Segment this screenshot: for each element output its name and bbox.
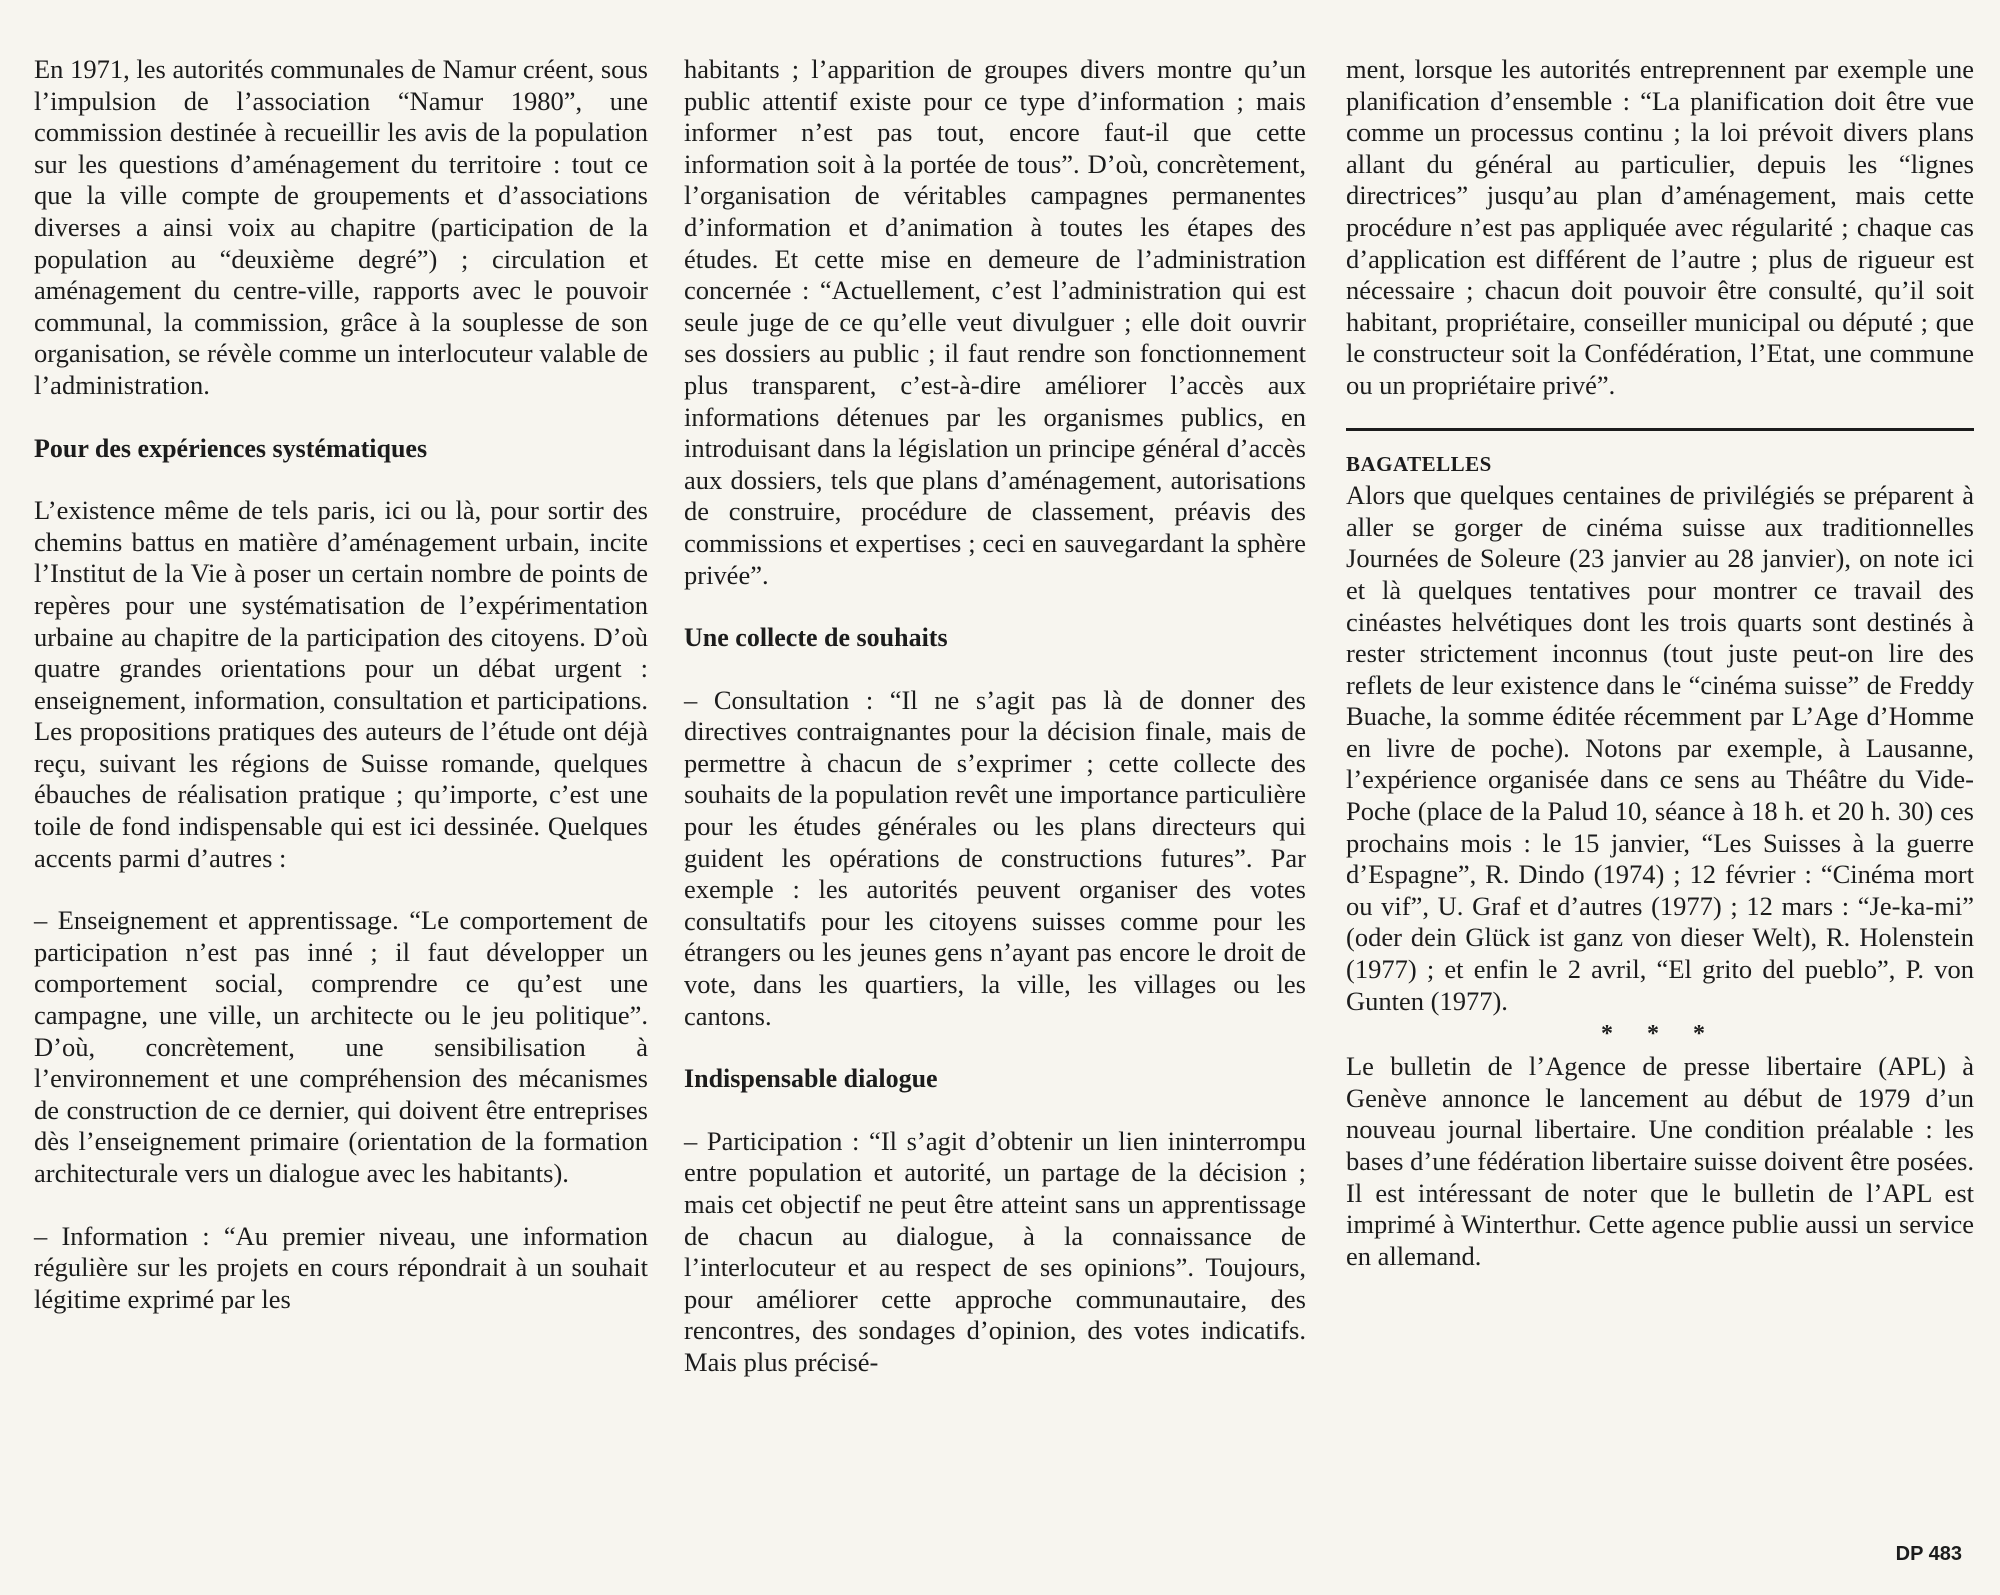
column-2 bbox=[684, 54, 1306, 1379]
heading-dialogue: Indispensable dialogue bbox=[684, 1064, 938, 1094]
column-3 bbox=[1346, 54, 1974, 1272]
paragraph-planification: ment, lorsque les autorités entreprennent par exemple une planification d’ensemble : “La planification doit être vue comme un processus continu ; la loi prévoit divers plans allant du général au particulier, depuis les “lignes directrices” jusqu’au plan d’aménagement, mais cette procédure n’est pas appliquée avec régularité ; chaque cas d’application est différent de l’autre ; plus de rigueur est nécessaire ; chacun doit pouvoir être consulté, qu’il soit habitant, propriétaire, conseiller municipal ou député ; que le constructeur soit la Confédération, l’Etat, une commune ou un propriétaire privé”. bbox=[1346, 54, 1974, 400]
separator-stars: * * * bbox=[1601, 1021, 1719, 1048]
paragraph-habitants: habitants ; l’apparition de groupes divers montre qu’un public attentif existe pour ce type d’information ; mais informer n’est pas tout, encore faut-il que cette information soit à la portée de tous”. D’où, concrètement, l’organisation de véritables campagnes permanentes d’information et d’animation à toutes les étapes des études. Et cette mise en demeure de l’administration concernée : “Actuellement, c’est l’administration qui est seule juge de ce qu’elle veut divulguer ; elle doit ouvrir ses dossiers au public ; il faut rendre son fonctionnement plus transparent, c’est-à-dire améliorer l’accès aux informations détenues par les organismes publics, en introduisant dans la législation un principe général d’accès aux dossiers, tels que plans d’aménagement, autorisations de construire, procédure de classement, préavis des commissions et expertises ; ceci en sauvegardant la sphère privée”. bbox=[684, 54, 1306, 590]
section-label-bagatelles: BAGATELLES bbox=[1346, 451, 1492, 476]
paragraph-enseignement: – Enseignement et apprentissage. “Le comportement de participation n’est pas inné ; il faut développer un comportement social, comprendre ce qu’est une campagne, une ville, un architecte ou le jeu politique”. D’où, concrètement, une sensibilisation à l’environnement et une compréhension des mécanismes de construction de ce dernier, qui doivent être entreprises dès l’enseignement primaire (orientation de la formation architecturale vers un dialogue avec les habitants). bbox=[34, 905, 648, 1188]
heading-collecte: Une collecte de souhaits bbox=[684, 623, 948, 653]
paragraph-namur: En 1971, les autorités communales de Namur créent, sous l’impulsion de l’association “Namur 1980”, une commission destinée à recueillir les avis de la population sur les questions d’aménagement du territoire : tout ce que la ville compte de groupements et d’associations diverses a ainsi voix au chapitre (participation de la population au “deuxième degré”) ; circulation et aménagement du centre-ville, rapports avec le pouvoir communal, la commission, grâce à la souplesse de son organisation, se révèle comme un interlocuteur valable de l’administration. bbox=[34, 54, 648, 400]
paragraph-consultation: – Consultation : “Il ne s’agit pas là de donner des directives contraignantes pour la décision finale, mais de permettre à chacun de s’exprimer ; cette collecte des souhaits de la population revêt une importance particulière pour les études générales ou les plans directeurs qui guident les opérations de constructions futures”. Par exemple : les autorités peuvent organiser des votes consultatifs pour les citoyens suisses comme pour les étrangers ou les jeunes gens n’ayant pas encore le droit de vote, dans les quartiers, la ville, les villages ou les cantons. bbox=[684, 684, 1306, 1031]
column-1 bbox=[34, 54, 648, 1315]
paragraph-participation: – Participation : “Il s’agit d’obtenir un lien ininterrompu entre population et autorité, un partage de la décision ; mais cet objectif ne peut être atteint sans un apprentissage de chacun au dialogue, à la connaissance de l’interlocuteur et au respect de ses opinions”. Toujours, pour améliorer cette approche communautaire, des rencontres, des sondages d’opinion, des votes indicatifs. Mais plus précisé- bbox=[684, 1125, 1306, 1377]
paragraph-apl: Le bulletin de l’Agence de presse libertaire (APL) à Genève annonce le lancement au début de 1979 d’un nouveau journal libertaire. Une condition préalable : les bases d’une fédération libertaire suisse doivent être posées. Il est intéressant de noter que le bulletin de l’APL est imprimé à Winterthur. Cette agence publie aussi un service en allemand. bbox=[1346, 1051, 1974, 1271]
paragraph-existence: L’existence même de tels paris, ici ou là, pour sortir des chemins battus en matière d’aménagement urbain, incite l’Institut de la Vie à poser un certain nombre de points de repères pour une systématisation de l’expérimentation urbaine au chapitre de la participation des citoyens. D’où quatre grandes orientations pour un débat urgent : enseignement, information, consultation et participations. Les propositions pratiques des auteurs de l’étude ont déjà reçu, suivant les régions de Suisse romande, quelques ébauches de réalisation pratique ; qu’importe, c’est une toile de fond indispensable qui est ici dessinée. Quelques accents parmi d’autres : bbox=[34, 495, 648, 873]
paragraph-cinema: Alors que quelques centaines de privilégiés se préparent à aller se gorger de cinéma suisse aux traditionnelles Journées de Soleure (23 janvier au 28 janvier), on note ici et là quelques tentatives pour montrer ce travail des cinéastes helvétiques dont les trois quarts sont destinés à rester strictement inconnus (tout juste peut-on lire des reflets de leur existence dans le “cinéma suisse” de Freddy Buache, la somme éditée récemment par L’Age d’Homme en livre de poche). Notons par exemple, à Lausanne, l’expérience organisée dans ce sens au Théâtre du Vide-Poche (place de la Palud 10, séance à 18 h. et 20 h. 30) ces prochains mois : le 15 janvier, “Les Suisses à la guerre d’Espagne”, R. Dindo (1974) ; 12 février : “Cinéma mort ou vif”, U. Graf et d’autres (1977) ; 12 mars : “Je-ka-mi” (oder dein Glück ist ganz von dieser Welt), R. Holenstein (1977) ; et enfin le 2 avril, “El grito del pueblo”, P. von Gunten (1977). bbox=[1346, 480, 1974, 1016]
section-divider bbox=[1346, 428, 1974, 431]
page-folio: DP 483 bbox=[1895, 1543, 1962, 1565]
heading-experiences: Pour des expériences systématiques bbox=[34, 433, 428, 463]
paragraph-information: – Information : “Au premier niveau, une information régulière sur les projets en cours répondrait à un souhait légitime exprimé par les bbox=[34, 1220, 648, 1314]
